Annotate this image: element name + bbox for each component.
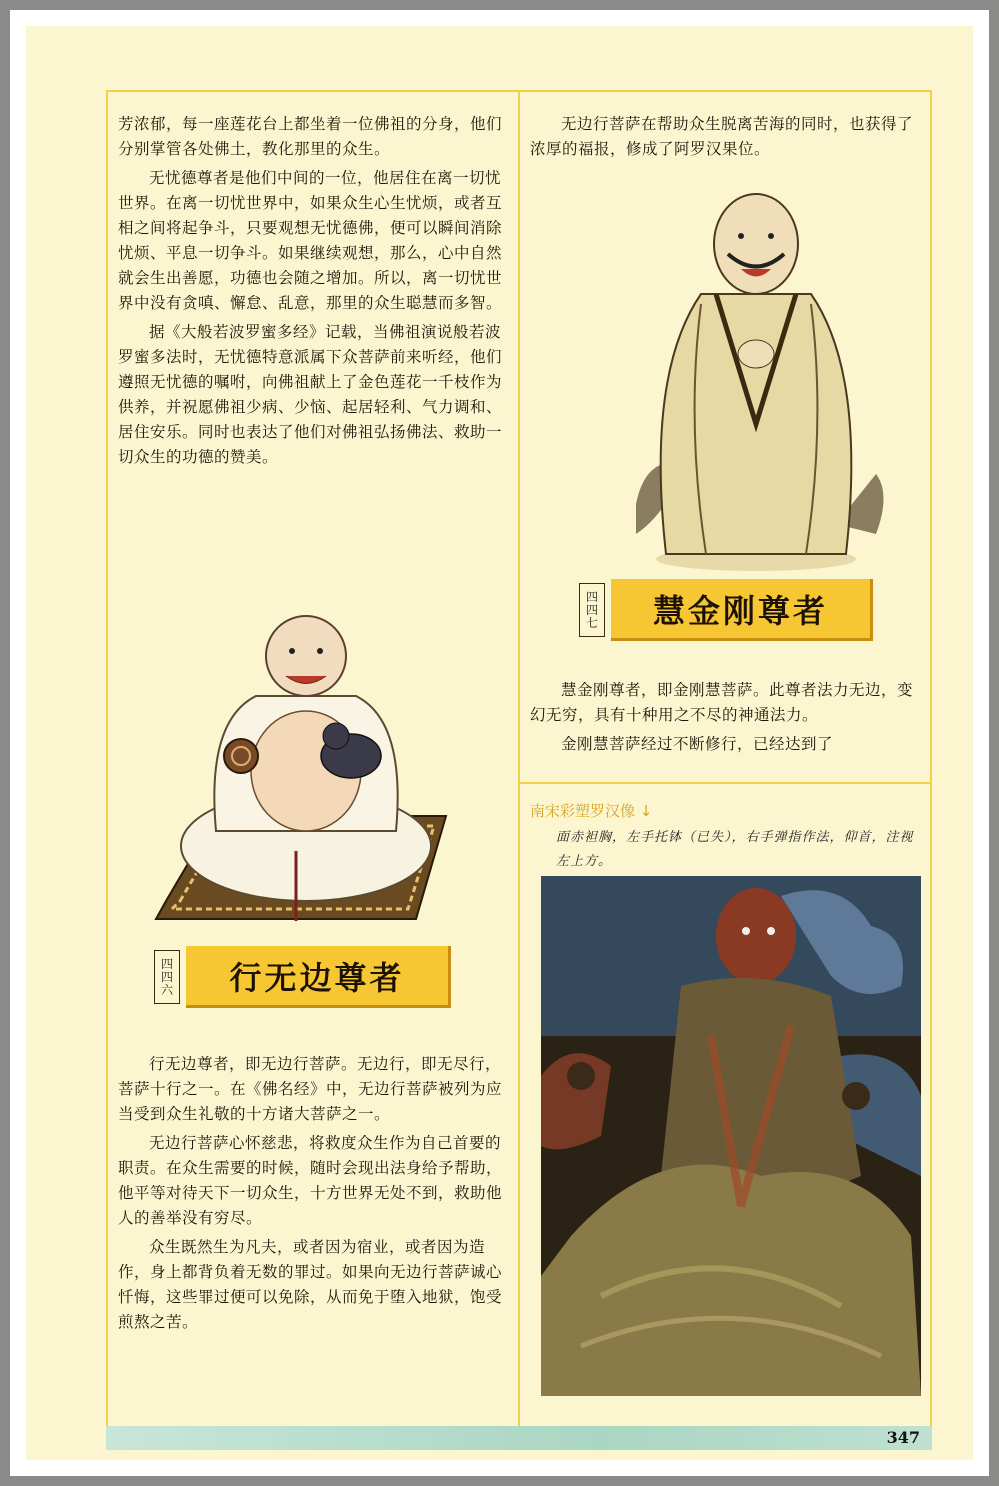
page-frame xyxy=(10,10,989,1476)
right-text-middle xyxy=(530,678,920,757)
heading-xing-wubian: 行无边尊者 xyxy=(186,946,451,1008)
robed-arhat-illustration xyxy=(606,174,906,574)
heading-number-447: 四 四 七 xyxy=(579,583,605,637)
book-page xyxy=(26,26,973,1460)
right-text-top xyxy=(530,112,920,162)
arhat-with-dog-illustration xyxy=(146,601,456,931)
left-text-top xyxy=(118,112,506,470)
right-paragraph-2: 慧金刚尊者，即金刚慧菩萨。此尊者法力无边，变幻无穷，具有十种用之不尽的神通法力。 xyxy=(530,681,914,724)
right-margin-line xyxy=(930,90,932,1426)
left-paragraph-1: 芳浓郁，每一座莲花台上都坐着一位佛祖的分身，他们分别掌管各处佛土，教化那里的众生。 xyxy=(118,115,503,158)
right-paragraph-3: 金刚慧菩萨经过不断修行，已经达到了 xyxy=(561,735,834,753)
photo-caption-body: 面赤袒胸，左手托钵（已失），右手弹指作法，仰首，注视左上方。 xyxy=(556,830,914,869)
left-paragraph-4: 行无边尊者，即无边行菩萨。无边行，即无尽行，菩萨十行之一。在《佛名经》中，无边行菩萨被列为应当受到众生礼敬的十方诸大菩萨之一。 xyxy=(118,1055,503,1123)
top-rule xyxy=(106,90,932,92)
photo-caption-title: 南宋彩塑罗汉像 ↓ xyxy=(530,802,653,820)
caption-rule xyxy=(520,782,930,784)
center-divider xyxy=(518,90,520,1426)
page-number: 347 xyxy=(886,1428,920,1447)
heading-hui-jingang: 慧金刚尊者 xyxy=(611,579,873,641)
left-paragraph-6: 众生既然生为凡夫，或者因为宿业，或者因为造作，身上都背负着无数的罪过。如果向无边行菩萨诚心忏悔，这些罪过便可以免除，从而免于堕入地狱，饱受煎熬之苦。 xyxy=(118,1238,503,1331)
left-paragraph-2: 无忧德尊者是他们中间的一位，他居住在离一切忧世界。在离一切忧世界中，如果众生心生忧烦，或者互相之间将起争斗，只要观想无忧德佛，便可以瞬间消除忧烦、平息一切争斗。如果继续观想，那么，心中自然就会生出善愿，功德也会随之增加。所以，离一切忧世界中没有贪嗔、懈怠、乱意，那里的众生聪慧而多智。 xyxy=(118,169,503,312)
footer-bar xyxy=(106,1426,932,1450)
painted-arhat-statue-photo xyxy=(541,876,921,1396)
right-paragraph-1: 无边行菩萨在帮助众生脱离苦海的同时，也获得了浓厚的福报，修成了阿罗汉果位。 xyxy=(530,115,914,158)
left-text-bottom xyxy=(118,1052,506,1335)
heading-number-446: 四 四 六 xyxy=(154,950,180,1004)
left-paragraph-5: 无边行菩萨心怀慈悲，将救度众生作为自己首要的职责。在众生需要的时候，随时会现出法身给予帮助，他平等对待天下一切众生，十方世界无处不到，救助他人的善举没有穷尽。 xyxy=(118,1134,503,1227)
left-paragraph-3: 据《大般若波罗蜜多经》记载，当佛祖演说般若波罗蜜多法时，无忧德特意派属下众菩萨前来听经，他们遵照无忧德的嘱咐，向佛祖献上了金色莲花一千枝作为供养，并祝愿佛祖少病、少恼、起居轻利、气力调和、居住安乐。同时也表达了他们对佛祖弘扬佛法、救助一切众生的功德的赞美。 xyxy=(118,323,503,466)
left-margin-line xyxy=(106,90,108,1426)
